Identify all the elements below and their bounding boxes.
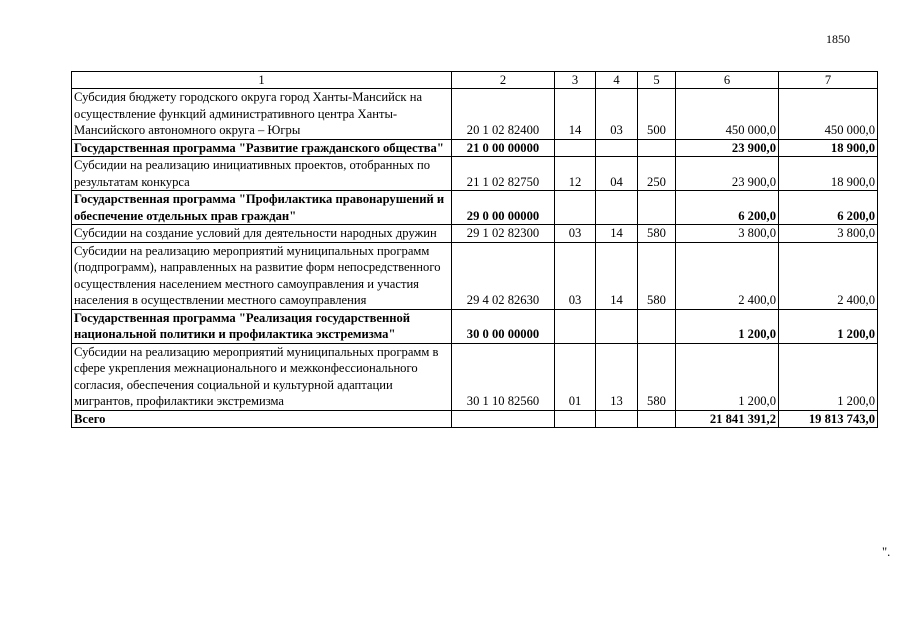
- row-name-cell: Субсидии на создание условий для деятельности народных дружин: [72, 225, 452, 243]
- row-amount-year2-cell: 18 900,0: [779, 139, 878, 157]
- table-row: [72, 410, 878, 428]
- table-row: [72, 89, 878, 140]
- row-subsection-cell: [596, 191, 638, 225]
- row-amount-year1-cell: 1 200,0: [676, 343, 779, 410]
- row-section-cell: [555, 191, 596, 225]
- row-amount-year2-cell: 450 000,0: [779, 89, 878, 140]
- table-row: [72, 343, 878, 410]
- row-code-cell: 21 1 02 82750: [452, 157, 555, 191]
- header-cell: 6: [676, 72, 779, 89]
- row-amount-year2-cell: 19 813 743,0: [779, 410, 878, 428]
- header-cell: 4: [596, 72, 638, 89]
- row-amount-year2-cell: 6 200,0: [779, 191, 878, 225]
- row-subsection-cell: 03: [596, 89, 638, 140]
- row-code-cell: 30 0 00 00000: [452, 309, 555, 343]
- row-expense-type-cell: [638, 191, 676, 225]
- table-header-row: [72, 72, 878, 89]
- row-name-cell: Государственная программа "Реализация государственной национальной политики и профилактика экстремизма": [72, 309, 452, 343]
- row-section-cell: 12: [555, 157, 596, 191]
- table-row: [72, 191, 878, 225]
- header-cell: 5: [638, 72, 676, 89]
- row-expense-type-cell: 580: [638, 343, 676, 410]
- row-amount-year2-cell: 2 400,0: [779, 242, 878, 309]
- row-section-cell: 14: [555, 89, 596, 140]
- page-number: 1850: [826, 32, 850, 46]
- table-row: [72, 225, 878, 243]
- row-amount-year1-cell: 21 841 391,2: [676, 410, 779, 428]
- row-name-cell: Государственная программа "Развитие гражданского общества": [72, 139, 452, 157]
- row-amount-year1-cell: 3 800,0: [676, 225, 779, 243]
- row-code-cell: 21 0 00 00000: [452, 139, 555, 157]
- row-code-cell: [452, 410, 555, 428]
- header-cell: 3: [555, 72, 596, 89]
- row-code-cell: 20 1 02 82400: [452, 89, 555, 140]
- row-amount-year2-cell: 1 200,0: [779, 343, 878, 410]
- row-name-cell: Субсидии на реализацию мероприятий муниципальных программ в сфере укрепления межнационального и межконфессионального согласия, обеспечения социальной и культурной адаптации мигрантов, профилактики экстремизма: [72, 343, 452, 410]
- row-amount-year1-cell: 450 000,0: [676, 89, 779, 140]
- row-subsection-cell: 13: [596, 343, 638, 410]
- row-code-cell: 29 4 02 82630: [452, 242, 555, 309]
- row-subsection-cell: 14: [596, 225, 638, 243]
- row-section-cell: [555, 139, 596, 157]
- row-amount-year1-cell: 1 200,0: [676, 309, 779, 343]
- row-expense-type-cell: 500: [638, 89, 676, 140]
- row-expense-type-cell: 580: [638, 242, 676, 309]
- row-section-cell: [555, 309, 596, 343]
- row-name-cell: Субсидии на реализацию инициативных проектов, отобранных по результатам конкурса: [72, 157, 452, 191]
- row-name-cell: Государственная программа "Профилактика правонарушений и обеспечение отдельных прав граждан": [72, 191, 452, 225]
- table-body: [72, 89, 878, 428]
- budget-table: [71, 71, 878, 428]
- row-subsection-cell: [596, 410, 638, 428]
- row-code-cell: 30 1 10 82560: [452, 343, 555, 410]
- row-code-cell: 29 0 00 00000: [452, 191, 555, 225]
- row-name-cell: Субсидия бюджету городского округа город Ханты-Мансийск на осуществление функций административного центра Ханты-Мансийского автономного округа – Югры: [72, 89, 452, 140]
- row-expense-type-cell: 580: [638, 225, 676, 243]
- row-subsection-cell: [596, 139, 638, 157]
- row-amount-year2-cell: 18 900,0: [779, 157, 878, 191]
- header-cell: 1: [72, 72, 452, 89]
- row-code-cell: 29 1 02 82300: [452, 225, 555, 243]
- row-subsection-cell: [596, 309, 638, 343]
- row-amount-year2-cell: 3 800,0: [779, 225, 878, 243]
- row-subsection-cell: 14: [596, 242, 638, 309]
- row-name-cell: Всего: [72, 410, 452, 428]
- row-amount-year1-cell: 2 400,0: [676, 242, 779, 309]
- row-name-cell: Субсидии на реализацию мероприятий муниципальных программ (подпрограмм), направленных на развитие форм непосредственного осуществления населением местного самоуправления и участия населения в осуществлении местного самоуправления: [72, 242, 452, 309]
- row-expense-type-cell: [638, 139, 676, 157]
- row-expense-type-cell: [638, 410, 676, 428]
- row-section-cell: [555, 410, 596, 428]
- row-expense-type-cell: 250: [638, 157, 676, 191]
- closing-quote-mark: ".: [882, 545, 891, 559]
- table-row: [72, 139, 878, 157]
- row-amount-year1-cell: 23 900,0: [676, 157, 779, 191]
- header-cell: 2: [452, 72, 555, 89]
- table-row: [72, 309, 878, 343]
- table-row: [72, 157, 878, 191]
- row-section-cell: 03: [555, 225, 596, 243]
- row-amount-year1-cell: 23 900,0: [676, 139, 779, 157]
- row-subsection-cell: 04: [596, 157, 638, 191]
- row-section-cell: 03: [555, 242, 596, 309]
- row-expense-type-cell: [638, 309, 676, 343]
- row-amount-year2-cell: 1 200,0: [779, 309, 878, 343]
- header-cell: 7: [779, 72, 878, 89]
- row-section-cell: 01: [555, 343, 596, 410]
- table-row: [72, 242, 878, 309]
- row-amount-year1-cell: 6 200,0: [676, 191, 779, 225]
